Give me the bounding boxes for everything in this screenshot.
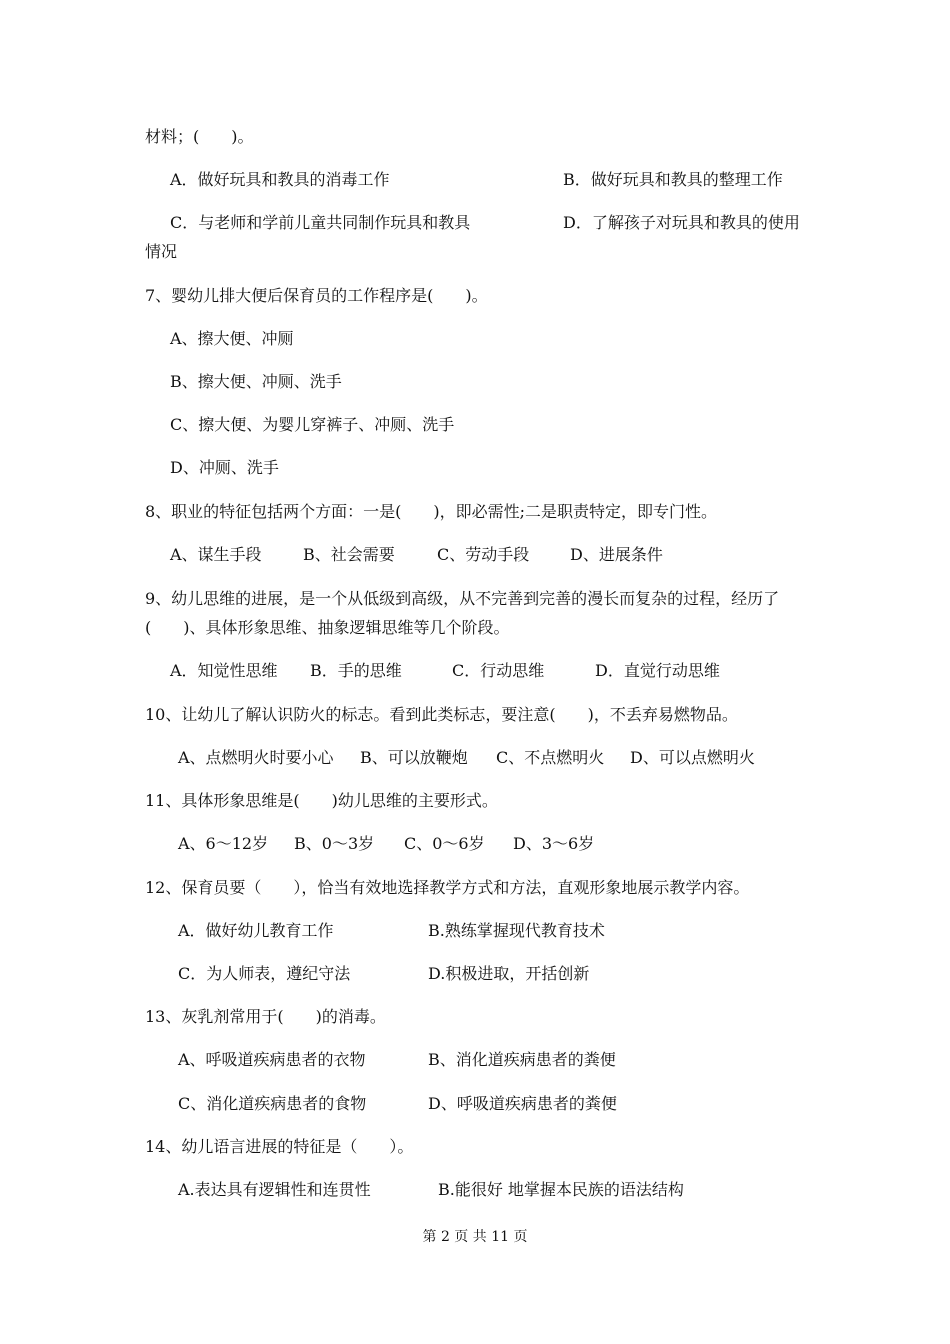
question-6-option-a: A．做好玩具和教具的消毒工作	[170, 170, 390, 189]
question-13-option-d: D、呼吸道疾病患者的粪便	[428, 1094, 617, 1113]
question-13-option-a: A、呼吸道疾病患者的衣物	[178, 1050, 366, 1069]
question-6-option-b: B．做好玩具和教具的整理工作	[563, 170, 783, 189]
question-14-option-b: B.能很好 地掌握本民族的语法结构	[438, 1180, 684, 1199]
question-10-option-d: D、可以点燃明火	[630, 748, 755, 767]
question-7-option-a: A、擦大便、冲厕	[170, 329, 294, 348]
question-8-option-a: A、谋生手段	[170, 545, 262, 564]
question-11-stem: 11、具体形象思维是( )幼儿思维的主要形式。	[145, 791, 498, 810]
question-14-stem: 14、幼儿语言进展的特征是（ ）。	[145, 1137, 414, 1156]
question-8-option-c: C、劳动手段	[437, 545, 530, 564]
question-6-option-c: C．与老师和学前儿童共同制作玩具和教具	[170, 213, 471, 232]
question-12-option-a: A．做好幼儿教育工作	[178, 921, 334, 940]
question-12-option-d: D.积极进取，开括创新	[428, 964, 590, 983]
question-14-option-a: A.表达具有逻辑性和连贯性	[178, 1180, 371, 1199]
question-13-option-b: B、消化道疾病患者的粪便	[428, 1050, 616, 1069]
question-8-option-b: B、社会需要	[303, 545, 395, 564]
question-10-option-b: B、可以放鞭炮	[360, 748, 468, 767]
page-number-footer: 第 2 页 共 11 页	[422, 1229, 528, 1245]
question-10-option-c: C、不点燃明火	[496, 748, 605, 767]
question-7-stem: 7、婴幼儿排大便后保育员的工作程序是( )。	[145, 286, 488, 305]
question-8-stem: 8、职业的特征包括两个方面：一是( )，即必需性;二是职责特定，即专门性。	[145, 502, 718, 521]
question-7-option-d: D、冲厕、洗手	[170, 458, 279, 477]
question-7-option-b: B、擦大便、冲厕、洗手	[170, 372, 342, 391]
question-11-option-d: D、3～6岁	[513, 834, 595, 853]
question-9-option-c: C．行动思维	[452, 661, 545, 680]
question-11-option-b: B、0～3岁	[294, 834, 375, 853]
question-12-option-c: C．为人师表，遵纪守法	[178, 964, 351, 983]
question-11-option-a: A、6～12岁	[178, 834, 269, 853]
question-11-option-c: C、0～6岁	[404, 834, 485, 853]
question-9-option-d: D．直觉行动思维	[595, 661, 720, 680]
question-10-stem: 10、让幼儿了解认识防火的标志。看到此类标志，要注意( )，不丢弃易燃物品。	[145, 705, 738, 724]
question-9-option-a: A．知觉性思维	[170, 661, 278, 680]
question-8-option-d: D、进展条件	[570, 545, 663, 564]
question-6-option-d-continued: 情况	[145, 242, 178, 261]
question-13-option-c: C、消化道疾病患者的食物	[178, 1094, 367, 1113]
question-12-stem: 12、保育员要（ ），恰当有效地选择教学方式和方法，直观形象地展示教学内容。	[145, 878, 750, 897]
question-9-option-b: B．手的思维	[310, 661, 402, 680]
question-7-option-c: C、擦大便、为婴儿穿裤子、冲厕、洗手	[170, 415, 455, 434]
question-6-stem-continued: 材料；( )。	[145, 127, 254, 146]
question-12-option-b: B.熟练掌握现代教育技术	[428, 921, 605, 940]
question-6-option-d: D．了解孩子对玩具和教具的使用	[563, 213, 800, 232]
question-9-stem-continued: ( )、具体形象思维、抽象逻辑思维等几个阶段。	[145, 618, 510, 637]
question-9-stem: 9、幼儿思维的进展，是一个从低级到高级，从不完善到完善的漫长而复杂的过程，经历了	[145, 589, 780, 608]
question-13-stem: 13、灰乳剂常用于( )的消毒。	[145, 1007, 386, 1026]
question-10-option-a: A、点燃明火时要小心	[178, 748, 334, 767]
